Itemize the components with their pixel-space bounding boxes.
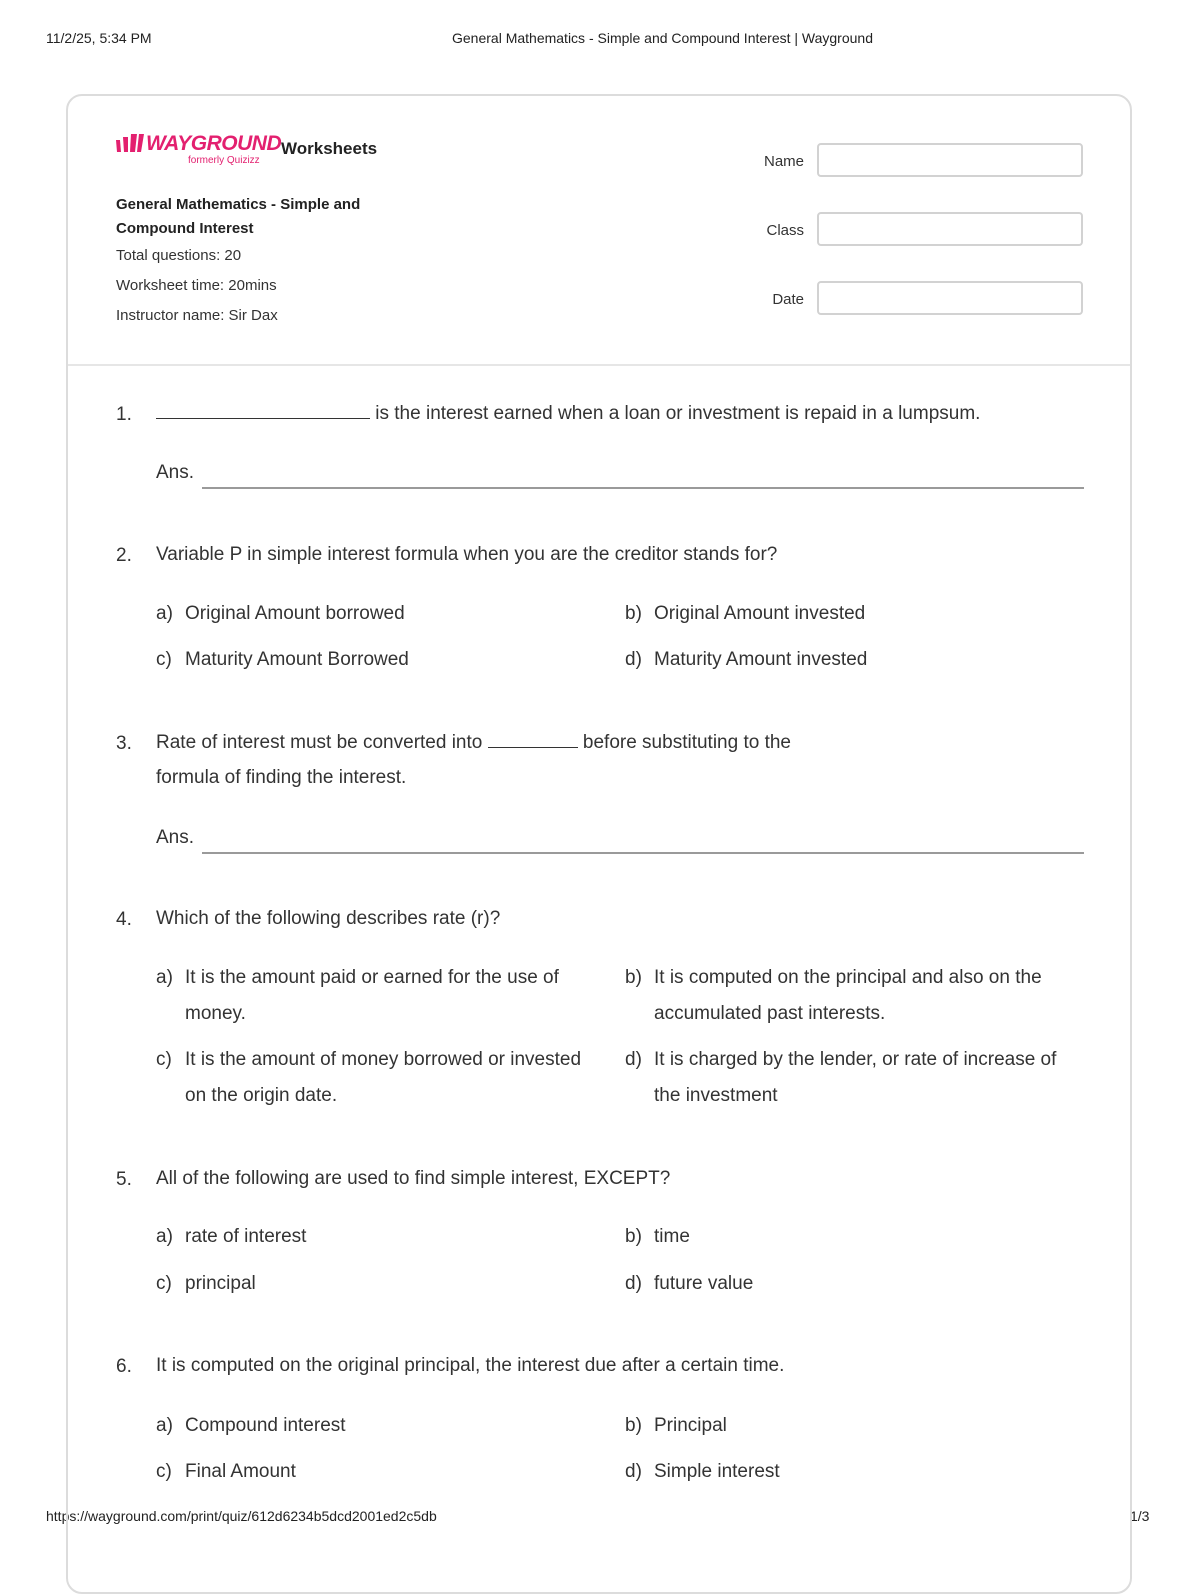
worksheet-time: Worksheet time: 20mins (116, 277, 277, 294)
logo-mark-icon (116, 134, 144, 154)
date-label: Date (772, 291, 804, 308)
option-text: It is computed on the principal and also on the accumulated past interests. (654, 967, 1042, 1024)
option-key: a) (156, 967, 173, 988)
option-b[interactable] (625, 596, 865, 632)
print-url: https://wayground.com/print/quiz/612d6234b5dcd2001ed2c5db (46, 1508, 437, 1524)
option-c[interactable] (156, 642, 409, 678)
option-a[interactable] (156, 1408, 346, 1444)
total-questions: Total questions: 20 (116, 247, 242, 264)
option-text: time (654, 1226, 690, 1247)
option-key: d) (625, 649, 642, 670)
option-a[interactable] (156, 1219, 306, 1255)
option-key: c) (156, 1461, 172, 1482)
question-text-part: is the interest earned when a loan or investment is repaid in a lumpsum. (370, 403, 981, 424)
question-text: It is computed on the original principal, the interest due after a certain time. (156, 1355, 785, 1376)
worksheet-title-line2: Compound Interest (116, 220, 254, 237)
option-key: c) (156, 649, 172, 670)
wayground-logo (116, 132, 282, 168)
worksheet-title-line1: General Mathematics - Simple and (116, 196, 361, 213)
question-number: 6. (116, 1356, 132, 1377)
worksheet-header (68, 96, 1130, 366)
option-key: a) (156, 1415, 173, 1436)
option-text: Maturity Amount invested (654, 649, 868, 670)
answer-label: Ans. (156, 827, 195, 848)
option-key: c) (156, 1273, 172, 1294)
option-text: It is charged by the lender, or rate of increase of the investment (654, 1049, 1057, 1106)
option-text: rate of interest (185, 1226, 307, 1247)
option-a[interactable] (156, 596, 405, 632)
option-d[interactable] (625, 1042, 1056, 1114)
class-field[interactable] (817, 212, 1083, 246)
question-text: Which of the following describes rate (r)? (156, 908, 501, 929)
logo-wordmark: WAYGROUND (146, 132, 282, 155)
option-a[interactable] (156, 960, 559, 1032)
print-page-number: 1/3 (1130, 1508, 1150, 1524)
class-label: Class (766, 222, 804, 239)
fill-blank (156, 404, 370, 419)
option-c[interactable] (156, 1042, 581, 1114)
option-b[interactable] (625, 960, 1042, 1032)
option-c[interactable] (156, 1454, 296, 1490)
name-field[interactable] (817, 143, 1083, 177)
option-key: b) (625, 1415, 642, 1436)
option-d[interactable] (625, 1266, 753, 1302)
question-number: 1. (116, 404, 132, 425)
option-text: future value (654, 1273, 754, 1294)
option-d[interactable] (625, 642, 867, 678)
option-b[interactable] (625, 1408, 727, 1444)
logo-subtitle: formerly Quizizz (188, 155, 260, 166)
question-text-part: before substituting to the (577, 732, 791, 753)
print-datetime: 11/2/25, 5:34 PM (46, 30, 152, 46)
fill-blank (488, 733, 578, 748)
option-key: c) (156, 1049, 172, 1070)
option-text: Simple interest (654, 1461, 780, 1482)
question-number: 2. (116, 545, 132, 566)
answer-line[interactable] (202, 852, 1084, 854)
question-text-part: Rate of interest must be converted into (156, 732, 488, 753)
option-text: Maturity Amount Borrowed (185, 649, 409, 670)
question-text-line2: formula of finding the interest. (156, 767, 407, 788)
question-number: 3. (116, 733, 132, 754)
option-text: Principal (654, 1415, 727, 1436)
option-text: It is the amount paid or earned for the use of money. (185, 967, 559, 1024)
option-d[interactable] (625, 1454, 780, 1490)
instructor-name: Instructor name: Sir Dax (116, 307, 278, 324)
question-text: Variable P in simple interest formula when you are the creditor stands for? (156, 544, 778, 565)
name-label: Name (763, 153, 804, 170)
worksheets-label: Worksheets (281, 139, 378, 158)
option-b[interactable] (625, 1219, 690, 1255)
question-text: All of the following are used to find simple interest, EXCEPT? (156, 1168, 671, 1189)
option-key: d) (625, 1273, 642, 1294)
option-c[interactable] (156, 1266, 256, 1302)
option-key: a) (156, 603, 173, 624)
answer-label: Ans. (156, 462, 195, 483)
date-field[interactable] (817, 281, 1083, 315)
option-text: Original Amount borrowed (185, 603, 405, 624)
option-text: It is the amount of money borrowed or invested on the origin date. (185, 1049, 582, 1106)
option-key: b) (625, 967, 642, 988)
option-text: Original Amount invested (654, 603, 866, 624)
option-text: Final Amount (185, 1461, 296, 1482)
question-text (156, 725, 791, 760)
option-key: d) (625, 1461, 642, 1482)
option-text: principal (185, 1273, 256, 1294)
answer-line[interactable] (202, 487, 1084, 489)
option-key: b) (625, 603, 642, 624)
question-number: 4. (116, 909, 132, 930)
option-key: a) (156, 1226, 173, 1247)
option-text: Compound interest (185, 1415, 346, 1436)
question-text (156, 396, 980, 431)
option-key: d) (625, 1049, 642, 1070)
print-page-title: General Mathematics - Simple and Compound Interest | Wayground (452, 30, 873, 46)
option-key: b) (625, 1226, 642, 1247)
worksheet-title (116, 193, 416, 241)
question-number: 5. (116, 1169, 132, 1190)
